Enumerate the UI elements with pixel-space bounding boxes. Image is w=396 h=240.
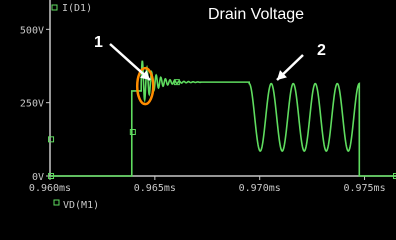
series-line-vd-m1 [50, 61, 396, 176]
top-legend-marker [52, 5, 57, 10]
annotation-label-2: 2 [317, 42, 326, 59]
annotation-label-1: 1 [94, 34, 103, 51]
y-tick-label: 250V [19, 98, 44, 110]
chart-title: Drain Voltage [208, 6, 305, 23]
y-tick-label: 500V [19, 25, 44, 37]
x-tick-label: 0.975ms [343, 183, 386, 194]
x-tick-label: 0.960ms [28, 183, 72, 194]
x-tick-label: 0.970ms [238, 183, 281, 194]
y-tick-label: 0V [31, 172, 44, 183]
x-tick-label: 0.965ms [133, 183, 176, 194]
bottom-legend-marker [54, 200, 59, 205]
top-legend-label: I(D1) [62, 3, 93, 14]
bottom-legend-label: VD(M1) [63, 200, 100, 211]
